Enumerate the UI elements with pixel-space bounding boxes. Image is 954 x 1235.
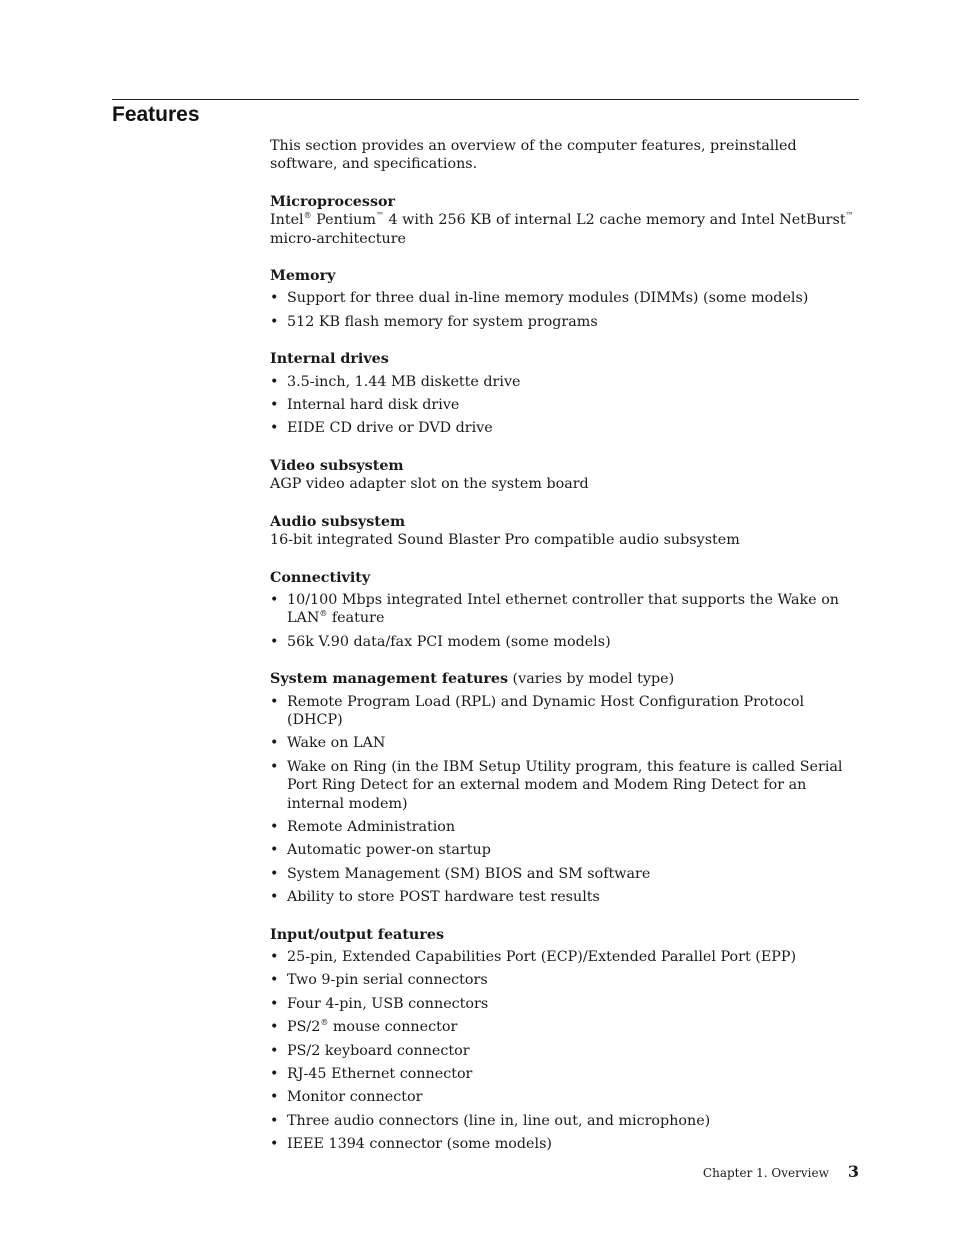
drives-list bbox=[270, 373, 862, 438]
list-item: • Support for three dual in-line memory modules (DIMMs) (some models) bbox=[270, 289, 862, 307]
section-title: Memory bbox=[270, 268, 336, 285]
section-connectivity bbox=[270, 569, 862, 652]
trademark-mark: ™ bbox=[375, 211, 384, 221]
microprocessor-description bbox=[270, 211, 862, 248]
list-item bbox=[270, 591, 862, 628]
list-item: • Internal hard disk drive bbox=[270, 396, 862, 414]
header-rule bbox=[112, 99, 859, 100]
list-item: • 3.5-inch, 1.44 MB diskette drive bbox=[270, 373, 862, 391]
text-run: PS/2 bbox=[287, 1019, 321, 1036]
text-run: Pentium bbox=[311, 212, 376, 229]
section-body: AGP video adapter slot on the system board bbox=[270, 476, 589, 493]
intro-paragraph: This section provides an overview of the computer features, preinstalled software, and specifications. bbox=[270, 138, 797, 173]
list-item: • IEEE 1394 connector (some models) bbox=[270, 1135, 862, 1153]
list-item: • System Management (SM) BIOS and SM software bbox=[270, 865, 862, 883]
system-management-list bbox=[270, 693, 862, 907]
text-run: feature bbox=[327, 610, 385, 627]
section-title: Microprocessor bbox=[270, 193, 396, 210]
list-item: • Three audio connectors (line in, line out, and microphone) bbox=[270, 1112, 862, 1130]
registered-mark: ® bbox=[319, 609, 328, 619]
section-title: Internal drives bbox=[270, 351, 389, 368]
section-video bbox=[270, 457, 862, 494]
text-run: 4 with 256 KB of internal L2 cache memory and Intel NetBurst bbox=[383, 212, 846, 229]
list-item: • Wake on Ring (in the IBM Setup Utility program, this feature is called Serial Port Ring Detect for an external modem and Modem Ring Detect for an internal modem) bbox=[270, 758, 862, 813]
page-number: 3 bbox=[847, 1162, 859, 1181]
section-body: 16-bit integrated Sound Blaster Pro compatible audio subsystem bbox=[270, 532, 740, 549]
list-item bbox=[270, 1018, 862, 1036]
list-item: • EIDE CD drive or DVD drive bbox=[270, 419, 862, 437]
section-title: Connectivity bbox=[270, 569, 371, 586]
registered-mark: ® bbox=[320, 1018, 329, 1028]
list-item: • Remote Program Load (RPL) and Dynamic Host Configuration Protocol (DHCP) bbox=[270, 693, 862, 730]
connectivity-list bbox=[270, 591, 862, 651]
page-heading: Features bbox=[112, 103, 200, 126]
list-item: • Monitor connector bbox=[270, 1088, 862, 1106]
list-item: • Four 4-pin, USB connectors bbox=[270, 995, 862, 1013]
section-title-aside: (varies by model type) bbox=[508, 671, 675, 688]
section-title: Input/output features bbox=[270, 926, 444, 943]
list-item: • Wake on LAN bbox=[270, 734, 862, 752]
section-system-management bbox=[270, 670, 862, 906]
text-run: mouse connector bbox=[328, 1019, 458, 1036]
registered-mark: ® bbox=[303, 211, 312, 221]
section-audio bbox=[270, 513, 862, 550]
section-memory bbox=[270, 267, 862, 331]
section-title-text: System management features bbox=[270, 671, 509, 688]
main-content bbox=[270, 137, 862, 1173]
list-item: • 56k V.90 data/fax PCI modem (some models) bbox=[270, 633, 862, 651]
list-item: • Automatic power-on startup bbox=[270, 841, 862, 859]
list-item: • PS/2 keyboard connector bbox=[270, 1042, 862, 1060]
section-io bbox=[270, 926, 862, 1154]
footer-chapter: Chapter 1. Overview bbox=[702, 1166, 829, 1180]
text-run: 10/100 Mbps integrated Intel ethernet controller that supports the Wake on LAN bbox=[287, 591, 840, 627]
list-item: • RJ-45 Ethernet connector bbox=[270, 1065, 862, 1083]
section-microprocessor bbox=[270, 193, 862, 248]
section-title bbox=[270, 670, 862, 688]
page-footer bbox=[703, 1162, 859, 1181]
text-run: micro-architecture bbox=[270, 230, 407, 247]
memory-list bbox=[270, 289, 862, 331]
io-list bbox=[270, 948, 862, 1154]
list-item: • 512 KB flash memory for system programs bbox=[270, 313, 862, 331]
list-item: • Two 9-pin serial connectors bbox=[270, 971, 862, 989]
text-run: Intel bbox=[270, 212, 304, 229]
list-item: • Ability to store POST hardware test results bbox=[270, 888, 862, 906]
section-title: Audio subsystem bbox=[270, 513, 406, 530]
list-item: • Remote Administration bbox=[270, 818, 862, 836]
list-item: • 25-pin, Extended Capabilities Port (ECP)/Extended Parallel Port (EPP) bbox=[270, 948, 862, 966]
section-title: Video subsystem bbox=[270, 457, 404, 474]
trademark-mark: ™ bbox=[845, 211, 854, 221]
section-internal-drives bbox=[270, 350, 862, 438]
